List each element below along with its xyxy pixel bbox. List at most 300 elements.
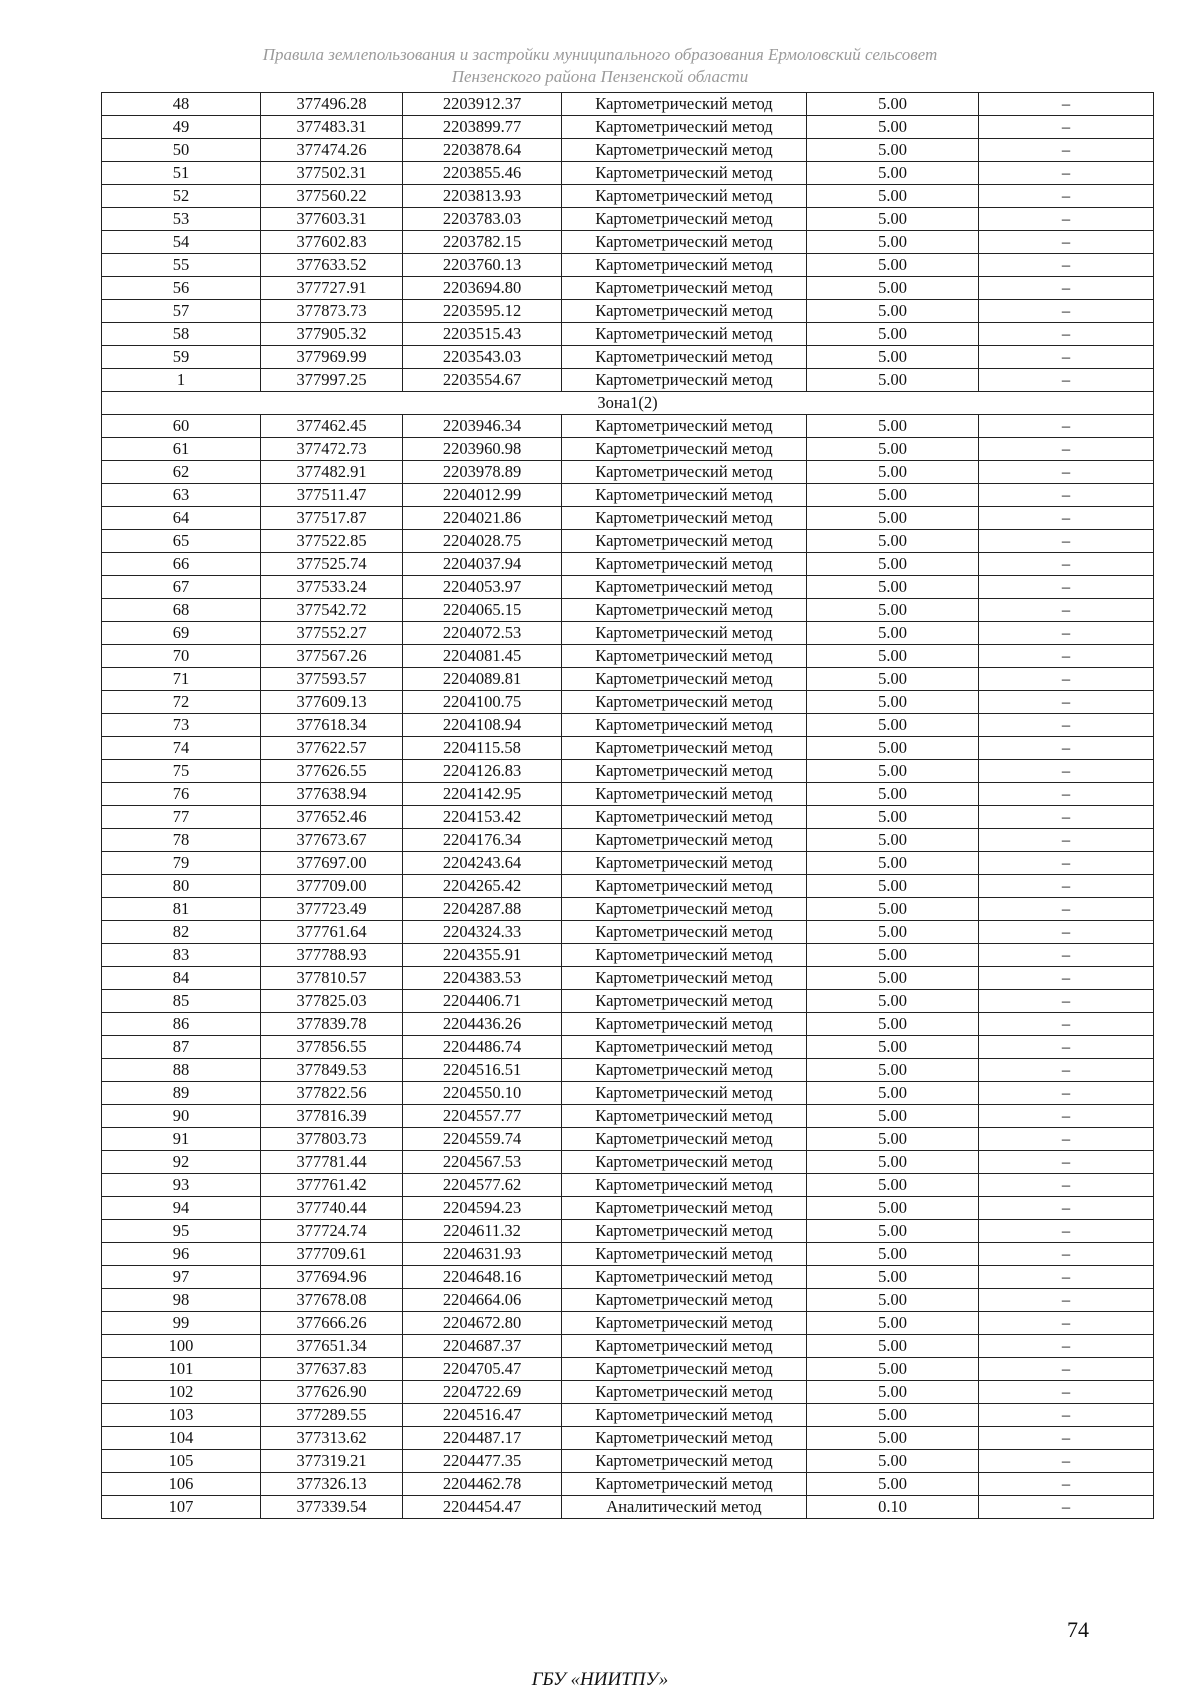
method-cell: Картометрический метод	[562, 898, 807, 921]
extra-cell: –	[979, 1266, 1154, 1289]
method-cell: Картометрический метод	[562, 93, 807, 116]
x-coordinate-cell: 377788.93	[261, 944, 403, 967]
y-coordinate-cell: 2204664.06	[403, 1289, 562, 1312]
x-coordinate-cell: 377313.62	[261, 1427, 403, 1450]
y-coordinate-cell: 2204100.75	[403, 691, 562, 714]
method-cell: Картометрический метод	[562, 944, 807, 967]
method-cell: Картометрический метод	[562, 254, 807, 277]
extra-cell: –	[979, 116, 1154, 139]
accuracy-cell: 5.00	[807, 461, 979, 484]
x-coordinate-cell: 377326.13	[261, 1473, 403, 1496]
y-coordinate-cell: 2204722.69	[403, 1381, 562, 1404]
point-number-cell: 75	[102, 760, 261, 783]
table-row	[102, 1151, 1154, 1174]
y-coordinate-cell: 2204012.99	[403, 484, 562, 507]
x-coordinate-cell: 377652.46	[261, 806, 403, 829]
y-coordinate-cell: 2204631.93	[403, 1243, 562, 1266]
accuracy-cell: 5.00	[807, 231, 979, 254]
y-coordinate-cell: 2204053.97	[403, 576, 562, 599]
method-cell: Картометрический метод	[562, 369, 807, 392]
accuracy-cell: 5.00	[807, 1473, 979, 1496]
point-number-cell: 92	[102, 1151, 261, 1174]
point-number-cell: 54	[102, 231, 261, 254]
extra-cell: –	[979, 990, 1154, 1013]
table-row	[102, 277, 1154, 300]
extra-cell: –	[979, 254, 1154, 277]
method-cell: Картометрический метод	[562, 852, 807, 875]
table-row	[102, 1496, 1154, 1519]
method-cell: Картометрический метод	[562, 1105, 807, 1128]
point-number-cell: 73	[102, 714, 261, 737]
x-coordinate-cell: 377289.55	[261, 1404, 403, 1427]
table-row	[102, 162, 1154, 185]
accuracy-cell: 5.00	[807, 208, 979, 231]
method-cell: Картометрический метод	[562, 576, 807, 599]
point-number-cell: 71	[102, 668, 261, 691]
x-coordinate-cell: 377781.44	[261, 1151, 403, 1174]
method-cell: Картометрический метод	[562, 806, 807, 829]
table-row	[102, 1289, 1154, 1312]
accuracy-cell: 5.00	[807, 1404, 979, 1427]
x-coordinate-cell: 377816.39	[261, 1105, 403, 1128]
y-coordinate-cell: 2204176.34	[403, 829, 562, 852]
y-coordinate-cell: 2204516.47	[403, 1404, 562, 1427]
x-coordinate-cell: 377997.25	[261, 369, 403, 392]
point-number-cell: 59	[102, 346, 261, 369]
method-cell: Картометрический метод	[562, 668, 807, 691]
x-coordinate-cell: 377761.64	[261, 921, 403, 944]
table-row	[102, 507, 1154, 530]
method-cell: Картометрический метод	[562, 162, 807, 185]
method-cell: Картометрический метод	[562, 231, 807, 254]
table-row	[102, 967, 1154, 990]
method-cell: Картометрический метод	[562, 1220, 807, 1243]
accuracy-cell: 5.00	[807, 1381, 979, 1404]
point-number-cell: 107	[102, 1496, 261, 1519]
point-number-cell: 70	[102, 645, 261, 668]
y-coordinate-cell: 2204021.86	[403, 507, 562, 530]
table-row	[102, 300, 1154, 323]
y-coordinate-cell: 2203878.64	[403, 139, 562, 162]
point-number-cell: 93	[102, 1174, 261, 1197]
x-coordinate-cell: 377560.22	[261, 185, 403, 208]
extra-cell: –	[979, 599, 1154, 622]
point-number-cell: 102	[102, 1381, 261, 1404]
table-row	[102, 875, 1154, 898]
extra-cell: –	[979, 1404, 1154, 1427]
y-coordinate-cell: 2204550.10	[403, 1082, 562, 1105]
table-row	[102, 898, 1154, 921]
y-coordinate-cell: 2204406.71	[403, 990, 562, 1013]
method-cell: Картометрический метод	[562, 1335, 807, 1358]
table-row	[102, 1243, 1154, 1266]
table-row	[102, 691, 1154, 714]
method-cell: Картометрический метод	[562, 1450, 807, 1473]
point-number-cell: 101	[102, 1358, 261, 1381]
y-coordinate-cell: 2203783.03	[403, 208, 562, 231]
method-cell: Картометрический метод	[562, 967, 807, 990]
y-coordinate-cell: 2204487.17	[403, 1427, 562, 1450]
y-coordinate-cell: 2204559.74	[403, 1128, 562, 1151]
table-row	[102, 990, 1154, 1013]
accuracy-cell: 5.00	[807, 1082, 979, 1105]
extra-cell: –	[979, 783, 1154, 806]
table-row	[102, 1473, 1154, 1496]
point-number-cell: 61	[102, 438, 261, 461]
point-number-cell: 104	[102, 1427, 261, 1450]
y-coordinate-cell: 2203960.98	[403, 438, 562, 461]
x-coordinate-cell: 377626.55	[261, 760, 403, 783]
extra-cell: –	[979, 484, 1154, 507]
accuracy-cell: 5.00	[807, 139, 979, 162]
extra-cell: –	[979, 967, 1154, 990]
extra-cell: –	[979, 415, 1154, 438]
extra-cell: –	[979, 1036, 1154, 1059]
y-coordinate-cell: 2204477.35	[403, 1450, 562, 1473]
x-coordinate-cell: 377723.49	[261, 898, 403, 921]
point-number-cell: 67	[102, 576, 261, 599]
accuracy-cell: 5.00	[807, 116, 979, 139]
table-row	[102, 576, 1154, 599]
table-row	[102, 1358, 1154, 1381]
method-cell: Картометрический метод	[562, 1312, 807, 1335]
method-cell: Картометрический метод	[562, 1197, 807, 1220]
point-number-cell: 52	[102, 185, 261, 208]
method-cell: Картометрический метод	[562, 921, 807, 944]
x-coordinate-cell: 377522.85	[261, 530, 403, 553]
point-number-cell: 66	[102, 553, 261, 576]
extra-cell: –	[979, 300, 1154, 323]
accuracy-cell: 5.00	[807, 185, 979, 208]
x-coordinate-cell: 377740.44	[261, 1197, 403, 1220]
accuracy-cell: 5.00	[807, 1427, 979, 1450]
method-cell: Картометрический метод	[562, 1128, 807, 1151]
y-coordinate-cell: 2204265.42	[403, 875, 562, 898]
accuracy-cell: 5.00	[807, 1358, 979, 1381]
zone-header-row	[102, 392, 1154, 415]
x-coordinate-cell: 377533.24	[261, 576, 403, 599]
method-cell: Картометрический метод	[562, 1174, 807, 1197]
table-row	[102, 783, 1154, 806]
x-coordinate-cell: 377567.26	[261, 645, 403, 668]
y-coordinate-cell: 2203978.89	[403, 461, 562, 484]
y-coordinate-cell: 2203694.80	[403, 277, 562, 300]
accuracy-cell: 5.00	[807, 1059, 979, 1082]
extra-cell: –	[979, 1128, 1154, 1151]
accuracy-cell: 0.10	[807, 1496, 979, 1519]
y-coordinate-cell: 2204072.53	[403, 622, 562, 645]
extra-cell: –	[979, 1496, 1154, 1519]
point-number-cell: 48	[102, 93, 261, 116]
x-coordinate-cell: 377673.67	[261, 829, 403, 852]
table-row	[102, 139, 1154, 162]
accuracy-cell: 5.00	[807, 875, 979, 898]
method-cell: Картометрический метод	[562, 760, 807, 783]
point-number-cell: 56	[102, 277, 261, 300]
y-coordinate-cell: 2203760.13	[403, 254, 562, 277]
y-coordinate-cell: 2204037.94	[403, 553, 562, 576]
extra-cell: –	[979, 208, 1154, 231]
method-cell: Картометрический метод	[562, 277, 807, 300]
method-cell: Аналитический метод	[562, 1496, 807, 1519]
accuracy-cell: 5.00	[807, 415, 979, 438]
point-number-cell: 49	[102, 116, 261, 139]
method-cell: Картометрический метод	[562, 530, 807, 553]
x-coordinate-cell: 377803.73	[261, 1128, 403, 1151]
method-cell: Картометрический метод	[562, 1289, 807, 1312]
extra-cell: –	[979, 1059, 1154, 1082]
extra-cell: –	[979, 1105, 1154, 1128]
point-number-cell: 81	[102, 898, 261, 921]
accuracy-cell: 5.00	[807, 162, 979, 185]
point-number-cell: 84	[102, 967, 261, 990]
x-coordinate-cell: 377496.28	[261, 93, 403, 116]
table-row	[102, 1404, 1154, 1427]
table-row	[102, 1013, 1154, 1036]
y-coordinate-cell: 2204611.32	[403, 1220, 562, 1243]
x-coordinate-cell: 377678.08	[261, 1289, 403, 1312]
point-number-cell: 83	[102, 944, 261, 967]
page-number: 74	[1067, 1617, 1089, 1642]
y-coordinate-cell: 2203782.15	[403, 231, 562, 254]
x-coordinate-cell: 377626.90	[261, 1381, 403, 1404]
accuracy-cell: 5.00	[807, 1105, 979, 1128]
accuracy-cell: 5.00	[807, 1266, 979, 1289]
point-number-cell: 100	[102, 1335, 261, 1358]
y-coordinate-cell: 2204108.94	[403, 714, 562, 737]
accuracy-cell: 5.00	[807, 691, 979, 714]
x-coordinate-cell: 377873.73	[261, 300, 403, 323]
point-number-cell: 1	[102, 369, 261, 392]
table-row	[102, 829, 1154, 852]
table-row	[102, 944, 1154, 967]
method-cell: Картометрический метод	[562, 829, 807, 852]
x-coordinate-cell: 377666.26	[261, 1312, 403, 1335]
header-line-2: Пензенского района Пензенской области	[451, 67, 749, 86]
table-row	[102, 231, 1154, 254]
method-cell: Картометрический метод	[562, 507, 807, 530]
y-coordinate-cell: 2204081.45	[403, 645, 562, 668]
y-coordinate-cell: 2204243.64	[403, 852, 562, 875]
accuracy-cell: 5.00	[807, 1335, 979, 1358]
extra-cell: –	[979, 185, 1154, 208]
accuracy-cell: 5.00	[807, 898, 979, 921]
method-cell: Картометрический метод	[562, 300, 807, 323]
extra-cell: –	[979, 530, 1154, 553]
method-cell: Картометрический метод	[562, 1243, 807, 1266]
coordinates-table-body	[102, 93, 1154, 1519]
point-number-cell: 96	[102, 1243, 261, 1266]
accuracy-cell: 5.00	[807, 668, 979, 691]
method-cell: Картометрический метод	[562, 1427, 807, 1450]
y-coordinate-cell: 2204462.78	[403, 1473, 562, 1496]
extra-cell: –	[979, 1473, 1154, 1496]
accuracy-cell: 5.00	[807, 1220, 979, 1243]
table-row	[102, 1082, 1154, 1105]
y-coordinate-cell: 2204383.53	[403, 967, 562, 990]
point-number-cell: 90	[102, 1105, 261, 1128]
accuracy-cell: 5.00	[807, 967, 979, 990]
method-cell: Картометрический метод	[562, 1013, 807, 1036]
y-coordinate-cell: 2204065.15	[403, 599, 562, 622]
extra-cell: –	[979, 852, 1154, 875]
method-cell: Картометрический метод	[562, 1358, 807, 1381]
extra-cell: –	[979, 760, 1154, 783]
extra-cell: –	[979, 507, 1154, 530]
y-coordinate-cell: 2203912.37	[403, 93, 562, 116]
x-coordinate-cell: 377969.99	[261, 346, 403, 369]
x-coordinate-cell: 377638.94	[261, 783, 403, 806]
x-coordinate-cell: 377502.31	[261, 162, 403, 185]
extra-cell: –	[979, 737, 1154, 760]
x-coordinate-cell: 377339.54	[261, 1496, 403, 1519]
method-cell: Картометрический метод	[562, 1059, 807, 1082]
table-row	[102, 1335, 1154, 1358]
accuracy-cell: 5.00	[807, 737, 979, 760]
accuracy-cell: 5.00	[807, 1243, 979, 1266]
point-number-cell: 62	[102, 461, 261, 484]
extra-cell: –	[979, 622, 1154, 645]
table-row	[102, 714, 1154, 737]
table-row	[102, 484, 1154, 507]
x-coordinate-cell: 377697.00	[261, 852, 403, 875]
table-row	[102, 553, 1154, 576]
extra-cell: –	[979, 1289, 1154, 1312]
page-footer: ГБУ «НИИТПУ»	[531, 1669, 669, 1690]
y-coordinate-cell: 2204355.91	[403, 944, 562, 967]
accuracy-cell: 5.00	[807, 576, 979, 599]
x-coordinate-cell: 377319.21	[261, 1450, 403, 1473]
point-number-cell: 88	[102, 1059, 261, 1082]
accuracy-cell: 5.00	[807, 783, 979, 806]
point-number-cell: 57	[102, 300, 261, 323]
y-coordinate-cell: 2204126.83	[403, 760, 562, 783]
extra-cell: –	[979, 1013, 1154, 1036]
y-coordinate-cell: 2204436.26	[403, 1013, 562, 1036]
accuracy-cell: 5.00	[807, 369, 979, 392]
table-row	[102, 622, 1154, 645]
y-coordinate-cell: 2204577.62	[403, 1174, 562, 1197]
y-coordinate-cell: 2204153.42	[403, 806, 562, 829]
accuracy-cell: 5.00	[807, 254, 979, 277]
extra-cell: –	[979, 1427, 1154, 1450]
x-coordinate-cell: 377724.74	[261, 1220, 403, 1243]
accuracy-cell: 5.00	[807, 852, 979, 875]
y-coordinate-cell: 2204324.33	[403, 921, 562, 944]
header-line-1: Правила землепользования и застройки муниципального образования Ермоловский сельсовет	[262, 45, 938, 64]
y-coordinate-cell: 2203946.34	[403, 415, 562, 438]
table-row	[102, 1128, 1154, 1151]
accuracy-cell: 5.00	[807, 990, 979, 1013]
accuracy-cell: 5.00	[807, 93, 979, 116]
x-coordinate-cell: 377810.57	[261, 967, 403, 990]
extra-cell: –	[979, 668, 1154, 691]
table-row	[102, 1197, 1154, 1220]
y-coordinate-cell: 2203899.77	[403, 116, 562, 139]
table-row	[102, 806, 1154, 829]
x-coordinate-cell: 377511.47	[261, 484, 403, 507]
extra-cell: –	[979, 1197, 1154, 1220]
extra-cell: –	[979, 1335, 1154, 1358]
table-row	[102, 1036, 1154, 1059]
extra-cell: –	[979, 1220, 1154, 1243]
accuracy-cell: 5.00	[807, 806, 979, 829]
y-coordinate-cell: 2204486.74	[403, 1036, 562, 1059]
table-row	[102, 1381, 1154, 1404]
method-cell: Картометрический метод	[562, 622, 807, 645]
method-cell: Картометрический метод	[562, 438, 807, 461]
y-coordinate-cell: 2203595.12	[403, 300, 562, 323]
table-row	[102, 852, 1154, 875]
table-row	[102, 1220, 1154, 1243]
table-row	[102, 1266, 1154, 1289]
method-cell: Картометрический метод	[562, 714, 807, 737]
table-row	[102, 93, 1154, 116]
method-cell: Картометрический метод	[562, 208, 807, 231]
x-coordinate-cell: 377602.83	[261, 231, 403, 254]
table-row	[102, 1312, 1154, 1335]
table-row	[102, 1450, 1154, 1473]
y-coordinate-cell: 2204705.47	[403, 1358, 562, 1381]
point-number-cell: 65	[102, 530, 261, 553]
accuracy-cell: 5.00	[807, 1312, 979, 1335]
accuracy-cell: 5.00	[807, 760, 979, 783]
extra-cell: –	[979, 277, 1154, 300]
accuracy-cell: 5.00	[807, 944, 979, 967]
accuracy-cell: 5.00	[807, 829, 979, 852]
method-cell: Картометрический метод	[562, 116, 807, 139]
method-cell: Картометрический метод	[562, 1082, 807, 1105]
y-coordinate-cell: 2204089.81	[403, 668, 562, 691]
accuracy-cell: 5.00	[807, 507, 979, 530]
table-row	[102, 438, 1154, 461]
table-row	[102, 369, 1154, 392]
extra-cell: –	[979, 461, 1154, 484]
extra-cell: –	[979, 875, 1154, 898]
extra-cell: –	[979, 438, 1154, 461]
y-coordinate-cell: 2204648.16	[403, 1266, 562, 1289]
coordinates-table	[101, 92, 1154, 1519]
x-coordinate-cell: 377593.57	[261, 668, 403, 691]
extra-cell: –	[979, 944, 1154, 967]
method-cell: Картометрический метод	[562, 553, 807, 576]
y-coordinate-cell: 2204557.77	[403, 1105, 562, 1128]
method-cell: Картометрический метод	[562, 1266, 807, 1289]
point-number-cell: 103	[102, 1404, 261, 1427]
accuracy-cell: 5.00	[807, 1151, 979, 1174]
method-cell: Картометрический метод	[562, 737, 807, 760]
x-coordinate-cell: 377849.53	[261, 1059, 403, 1082]
x-coordinate-cell: 377822.56	[261, 1082, 403, 1105]
method-cell: Картометрический метод	[562, 1151, 807, 1174]
extra-cell: –	[979, 93, 1154, 116]
table-row	[102, 668, 1154, 691]
accuracy-cell: 5.00	[807, 1289, 979, 1312]
point-number-cell: 80	[102, 875, 261, 898]
point-number-cell: 94	[102, 1197, 261, 1220]
accuracy-cell: 5.00	[807, 645, 979, 668]
x-coordinate-cell: 377622.57	[261, 737, 403, 760]
method-cell: Картометрический метод	[562, 1036, 807, 1059]
x-coordinate-cell: 377552.27	[261, 622, 403, 645]
table-row	[102, 599, 1154, 622]
point-number-cell: 78	[102, 829, 261, 852]
y-coordinate-cell: 2203813.93	[403, 185, 562, 208]
point-number-cell: 53	[102, 208, 261, 231]
y-coordinate-cell: 2204115.58	[403, 737, 562, 760]
method-cell: Картометрический метод	[562, 461, 807, 484]
accuracy-cell: 5.00	[807, 277, 979, 300]
